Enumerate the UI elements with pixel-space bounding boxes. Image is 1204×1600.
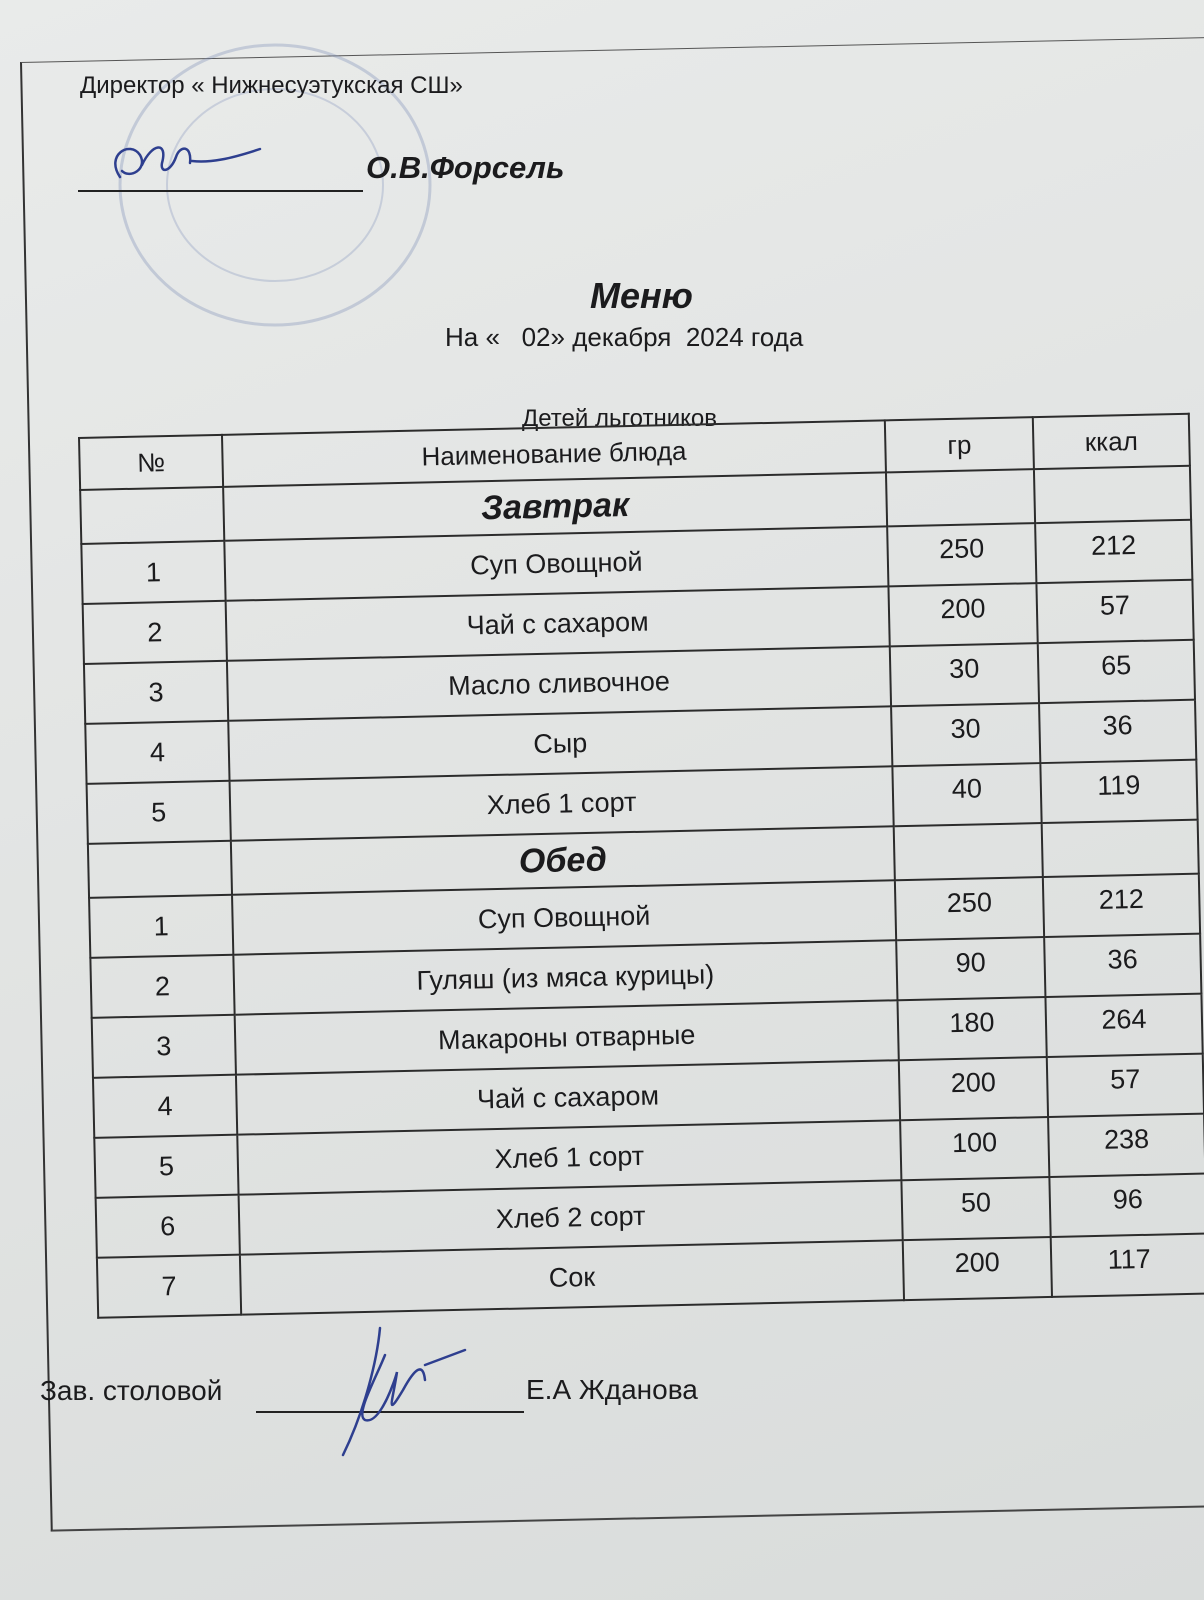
dish-kcal: 212 bbox=[1035, 520, 1192, 583]
row-number: 7 bbox=[97, 1255, 241, 1318]
director-name: О.В.Форсель bbox=[366, 150, 565, 185]
header-number: № bbox=[79, 435, 223, 490]
section-empty-cell bbox=[894, 823, 1043, 880]
dish-name: Масло сливочное bbox=[227, 646, 891, 720]
dish-grams: 30 bbox=[890, 643, 1039, 706]
dish-grams: 40 bbox=[892, 763, 1041, 826]
section-title: Завтрак bbox=[223, 472, 887, 540]
menu-subtitle: Детей льготников bbox=[522, 405, 718, 432]
section-empty-cell bbox=[1042, 820, 1199, 877]
menu-table bbox=[78, 413, 1204, 1319]
row-number: 3 bbox=[92, 1015, 236, 1078]
header-kcal: ккал bbox=[1033, 414, 1190, 469]
cafeteria-head-signature-line bbox=[256, 1385, 524, 1413]
row-number: 1 bbox=[81, 541, 225, 604]
dish-grams: 100 bbox=[900, 1117, 1049, 1180]
menu-table-wrapper bbox=[78, 413, 1204, 1319]
row-number: 5 bbox=[87, 781, 231, 844]
dish-kcal: 57 bbox=[1036, 580, 1193, 643]
row-number: 6 bbox=[96, 1195, 240, 1258]
director-signature-line bbox=[78, 140, 363, 192]
dish-grams: 250 bbox=[895, 877, 1044, 940]
section-empty-cell bbox=[1034, 466, 1191, 523]
dish-name: Хлеб 1 сорт bbox=[237, 1120, 901, 1194]
dish-grams: 200 bbox=[888, 583, 1037, 646]
dish-kcal: 57 bbox=[1047, 1054, 1204, 1117]
section-empty-cell bbox=[886, 469, 1035, 526]
dish-name: Сок bbox=[240, 1240, 904, 1314]
dish-name: Хлеб 2 сорт bbox=[239, 1180, 903, 1254]
section-title: Обед bbox=[231, 826, 895, 894]
dish-kcal: 65 bbox=[1038, 640, 1195, 703]
dish-name: Хлеб 1 сорт bbox=[230, 766, 894, 840]
dish-kcal: 117 bbox=[1051, 1234, 1204, 1297]
row-number: 2 bbox=[83, 601, 227, 664]
dish-name: Суп Овощной bbox=[224, 526, 888, 600]
dish-name: Сыр bbox=[228, 706, 892, 780]
director-title: Директор « Нижнесуэтукская СШ» bbox=[80, 72, 463, 99]
dish-name: Чай с сахаром bbox=[236, 1060, 900, 1134]
dish-name: Чай с сахаром bbox=[226, 586, 890, 660]
cafeteria-head-label: Зав. столовой bbox=[40, 1375, 223, 1406]
dish-grams: 250 bbox=[887, 523, 1036, 586]
dish-grams: 180 bbox=[897, 997, 1046, 1060]
dish-kcal: 264 bbox=[1045, 994, 1202, 1057]
row-number: 1 bbox=[89, 895, 233, 958]
cafeteria-head-name: Е.А Жданова bbox=[526, 1374, 698, 1405]
dish-kcal: 36 bbox=[1039, 700, 1196, 763]
dish-kcal: 36 bbox=[1044, 934, 1201, 997]
dish-grams: 30 bbox=[891, 703, 1040, 766]
row-number: 4 bbox=[93, 1075, 237, 1138]
dish-name: Гуляш (из мяса курицы) bbox=[233, 940, 897, 1014]
dish-kcal: 212 bbox=[1043, 874, 1200, 937]
row-number: 2 bbox=[90, 955, 234, 1018]
section-number-cell bbox=[80, 487, 224, 544]
row-number: 3 bbox=[84, 661, 228, 724]
dish-name: Суп Овощной bbox=[232, 880, 896, 954]
dish-name: Макароны отварные bbox=[235, 1000, 899, 1074]
row-number: 5 bbox=[94, 1135, 238, 1198]
dish-grams: 200 bbox=[899, 1057, 1048, 1120]
header-grams: гр bbox=[885, 417, 1034, 472]
dish-kcal: 238 bbox=[1048, 1114, 1204, 1177]
dish-kcal: 119 bbox=[1040, 760, 1197, 823]
header-dish-name: Наименование блюда bbox=[222, 420, 886, 486]
menu-date: На « 02» декабря 2024 года bbox=[445, 322, 804, 352]
dish-grams: 90 bbox=[896, 937, 1045, 1000]
row-number: 4 bbox=[85, 721, 229, 784]
dish-kcal: 96 bbox=[1049, 1174, 1204, 1237]
menu-title: Меню bbox=[590, 275, 693, 316]
dish-grams: 200 bbox=[903, 1237, 1052, 1300]
section-number-cell bbox=[88, 841, 232, 898]
dish-grams: 50 bbox=[901, 1177, 1050, 1240]
